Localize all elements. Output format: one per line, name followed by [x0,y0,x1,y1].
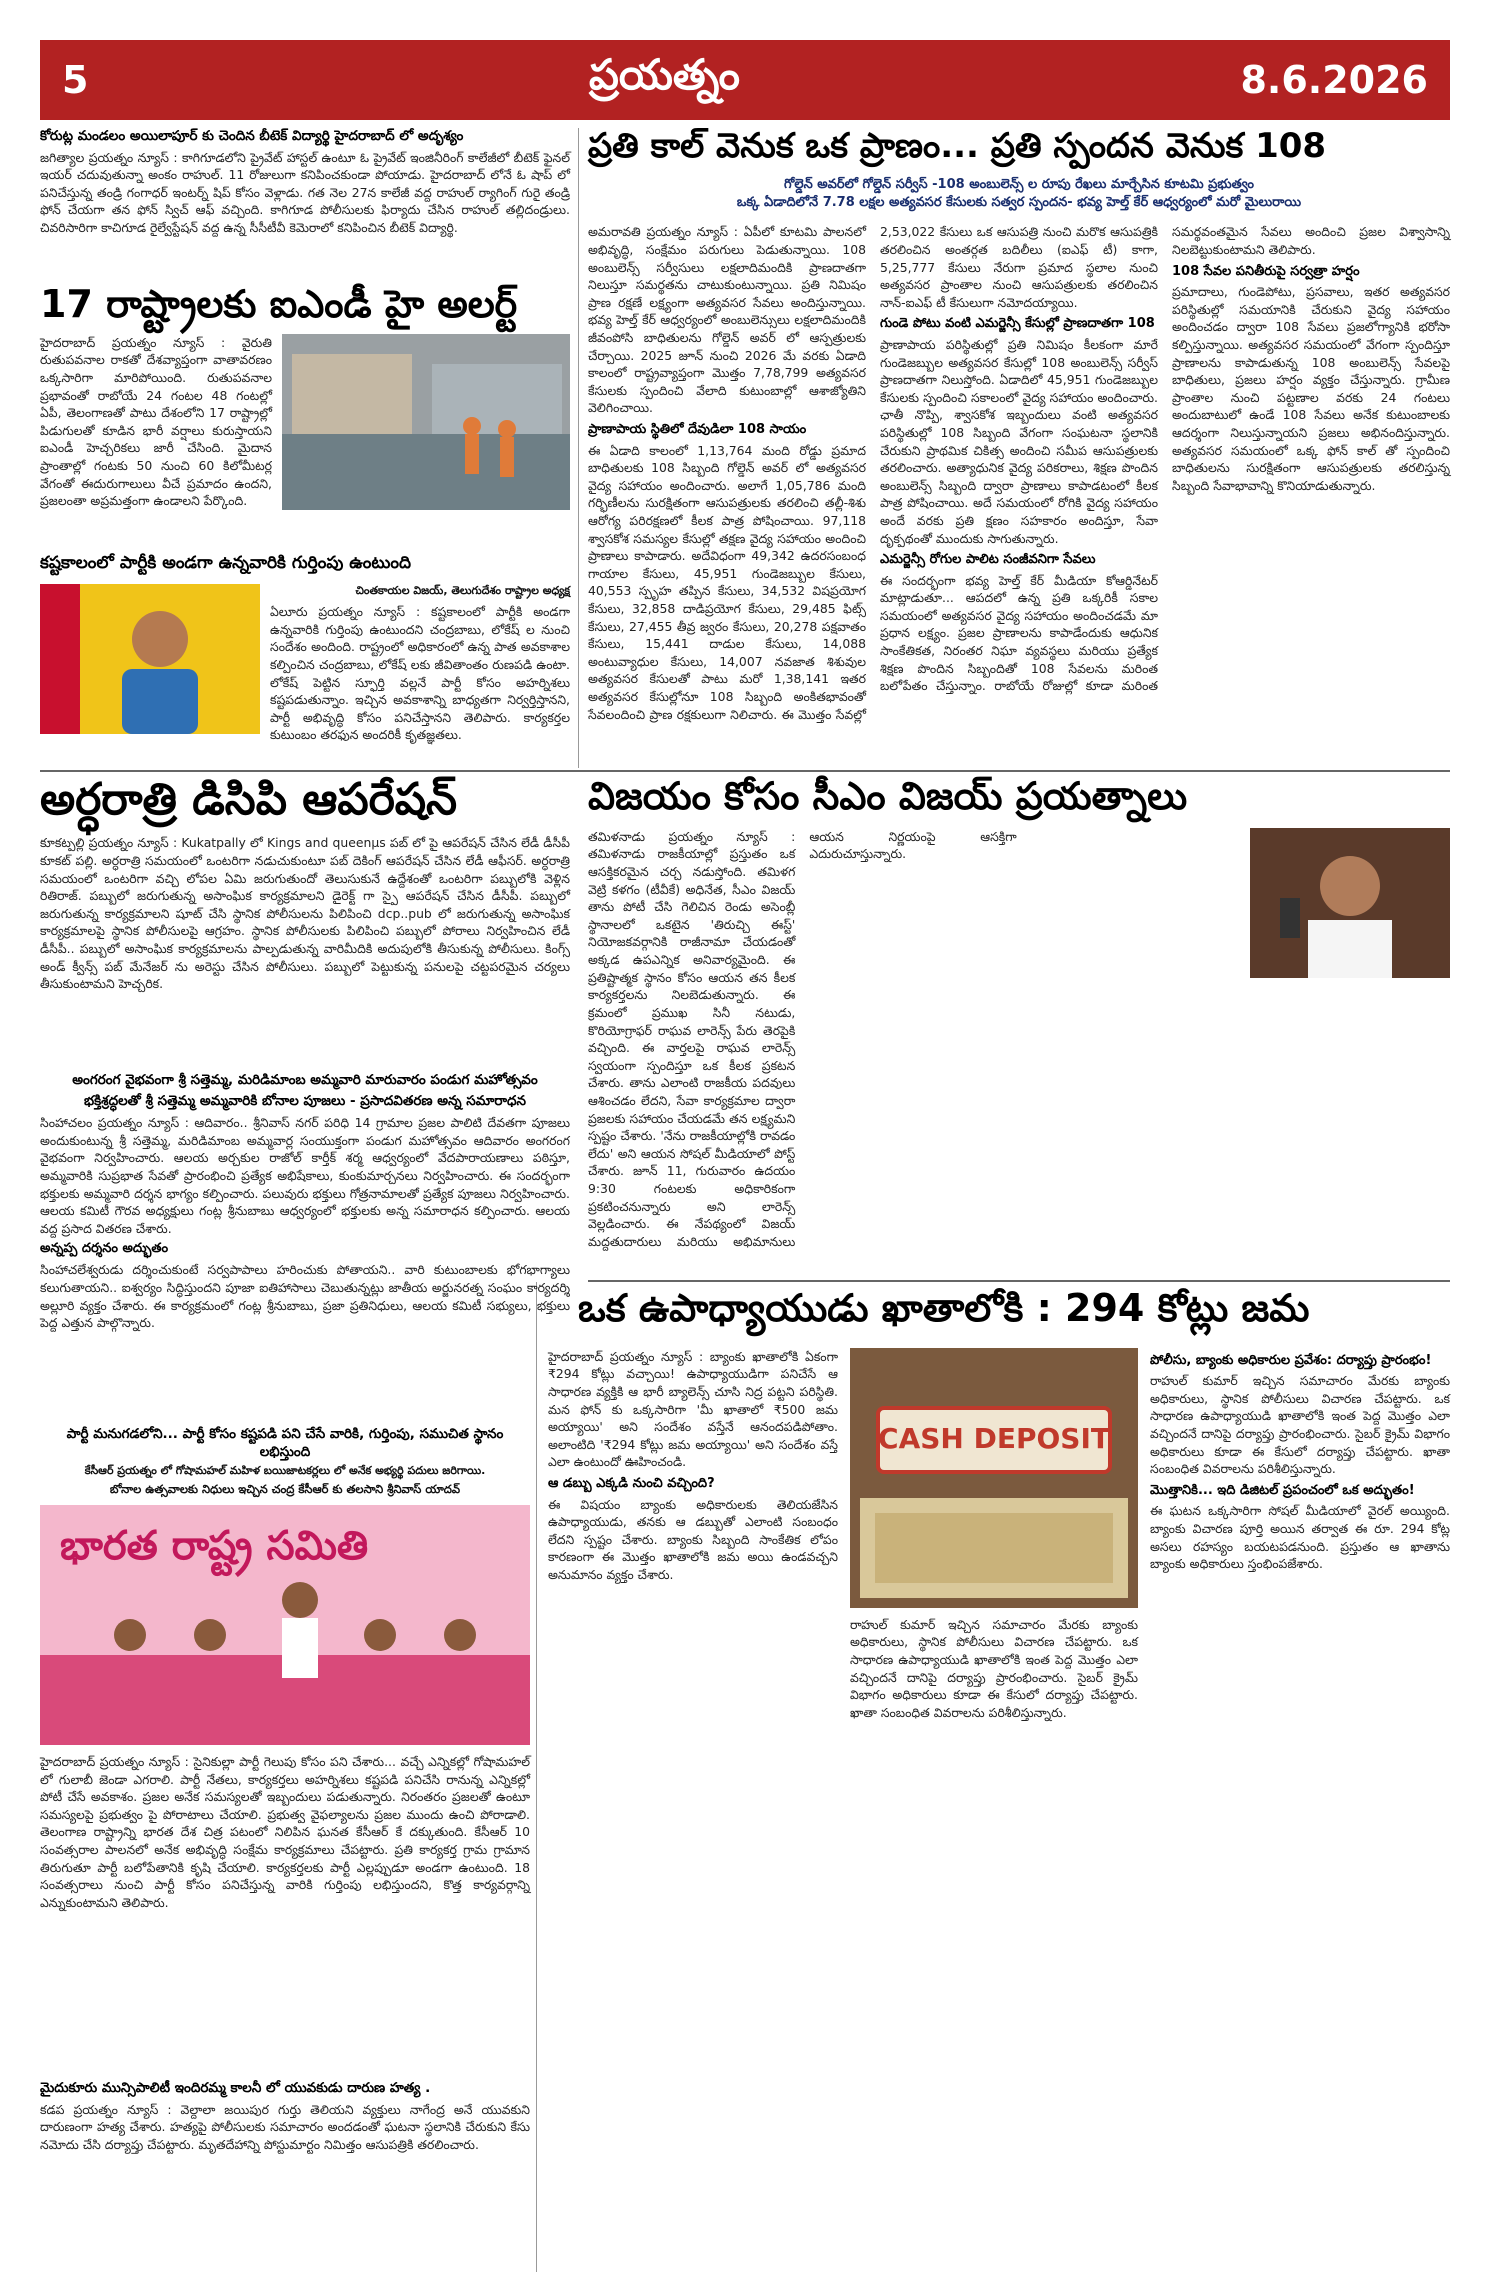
article-paragraph: అమరావతి ప్రయత్నం న్యూస్ : ఏపీలో కూటమి పాలనలో అభివృద్ధి, సంక్షేమం పరుగులు పెడుతున్నాయి. 108 అంబులెన్స్ సర్వీసులు లక్షలాదిమందికి ప్రాణదాతగా నిలుస్తూ సమర్థతను చాటుకుంటున్నాయి. ప్రతి నిమిషం ప్రాణ రక్షణే లక్ష్యంగా అత్యవసర సేవలు అందిస్తున్నాయి. భవ్య హెల్త్ కేర్ ఆధ్వర్యంలో అంబులెన్సులు లక్షలాదిమందికి జీవంపోసి బాధితులను గోల్డెన్ అవర్ లో ఆస్పత్రులకు చేర్చాయి. 2025 జూన్ నుంచి 2026 మే వరకు ఏడాది కాలంలో రాష్ట్రవ్యాప్తంగా మొత్తం 7,78,799 అత్యవసర కేసులకు స్పందించి వేలాది కుటుంబాల్లో ఆశాజ్యోతిని వెలిగించాయి. [588,224,866,416]
article-subheading: ఎమర్జెన్సీ రోగుల పాలిట సంజీవనిగా సేవలు [880,552,1096,568]
article-headline: అర్ధరాత్రి డిసిపి ఆపరేషన్ [40,774,458,825]
article-paragraph: ఈ ఏడాది కాలంలో 1,13,764 మంది రోడ్డు ప్రమాద బాధితులకు 108 సిబ్బంది గోల్డెన్ అవర్ లో అత్యవసర వైద్య సహాయం అందించారు. అలాగే 1,05,786 మంది గర్భిణీలను సురక్షితంగా ఆసుపత్రులకు తరలించి తల్లీ-శిశు ఆరోగ్య పరిరక్షణలో కీలక పాత్ర పోషించాయి. 97,118 శ్వాసకోశ సమస్యల కేసుల్లో తక్షణ వైద్య సహాయం అందించి ప్రాణాలు కాపాడారు. అదేవిధంగా 49,342 ఉదరసంబంధ గాయాల కేసులు, 45,951 గుండెజబ్బుల కేసులు, 40,553 స్పృహ తప్పిన కేసులు, 34,532 విషప్రయోగ కేసులు, 32,858 దాడిప్రయోగ కేసులు, 29,485 ఫిట్స్ కేసులు, 27,455 తీవ్ర జ్వరం కేసులు, 20,278 పక్షవాతం కేసులు, 15,441 దాడుల కేసులు, 14,088 అంటువ్యాధుల కేసులు, 14,007 నవజాత శిశువుల అత్యవసర కేసులతో పాటు మరో 1,38,141 ఇతర అత్యవసర కేసుల్లోనూ 108 సిబ్బంది అంకితభావంతో సేవలందించి ప్రాణ రక్షకులుగా నిలిచారు. ఈ మొత్తం సేవల్లో 2,53,022 కేసులు ఒక ఆసుపత్రి నుంచి మరొక ఆసుపత్రికి తరలించిన అంతర్గత బదిలీలు (ఐఎఫ్ టీ) కాగా, 5,25,777 కేసులు నేరుగా ప్రమాద స్థలాల నుంచి అత్యవసర ప్రాంతాల నుంచి ఆసుపత్రులకు తరలించిన నాన్-ఐఎఫ్ టీ కేసులుగా నమోదయ్యాయి. [588,224,1158,722]
article-paragraph: హైదరాబాద్ ప్రయత్నం న్యూస్ : బ్యాంకు ఖాతాలోకి ఏకంగా ₹294 కోట్లు వచ్చాయి! ఉపాధ్యాయుడిగా పనిచేసే ఆ సాధారణ వ్యక్తికి ఆ భారీ బ్యాలెన్స్ చూసి నిద్ర పట్టని పరిస్థితి. మన ఫోన్ కు ఒక్కసారిగా 'మీ ఖాతాలో ₹500 జమ అయ్యాయి' అని సందేశం వస్తేనే ఆనందపడిపోతాం. అలాంటిది '₹294 కోట్లు జమ అయ్యాయి' అని సందేశం వస్తే ఎలా ఉంటుందో ఊహించండి. [548,1348,838,1470]
article-cm-vijay [588,776,1450,1276]
section-rule [40,770,1450,772]
article-body: తమిళనాడు ప్రయత్నం న్యూస్ : తమిళనాడు రాజకీయాల్లో ప్రస్తుతం ఒక ఆసక్తికరమైన చర్చ నడుస్తోంది. తమిళగ వెట్రి కళగం (టీవీకే) అధినేత, సీఎం విజయ్ తాను పోటీ చేసి గెలిచిన రెండు అసెంబ్లీ స్థానాలలో ఒకటైన 'తిరుచ్చి ఈస్ట్' నియోజకవర్గానికి రాజీనామా చేయడంతో అక్కడ ఉపఎన్నిక అనివార్యమైంది. ఈ ప్రతిష్టాత్మక స్థానం కోసం ఆయన తన కీలక కార్యకర్తలను నిలబెడుతున్నారు. ఈ క్రమంలో ప్రముఖ సినీ నటుడు, కొరియోగ్రాఫర్ రాఘవ లారెన్స్ పేరు తెరపైకి వచ్చింది. ఈ వార్తలపై రాఘవ లారెన్స్ స్వయంగా స్పందిస్తూ ఒక కీలక ప్రకటన చేశారు. తాను ఎలాంటి రాజకీయ పదవులు ఆశించడం లేదని, సేవా కార్యక్రమాల ద్వారా ప్రజలకు సహాయం చేయడమే తన లక్ష్యమని స్పష్టం చేశారు. 'నేను రాజకీయాల్లోకి రావడం లేదు' అని ఆయన సోషల్ మీడియాలో పోస్ట్ చేశారు. జూన్ 11, గురువారం ఉదయం 9:30 గంటలకు అధికారికంగా ప్రకటించనున్నారు అని లారెన్స్ వెల్లడించారు. ఈ నేపథ్యంలో విజయ్ మద్దతుదారులు మరియు అభిమానులు ఆయన నిర్ణయంపై ఆసక్తిగా ఎదురుచూస్తున్నారు. [588,828,1017,1249]
article-headline: విజయం కోసం సీఎం విజయ్ ప్రయత్నాలు [588,774,1188,818]
article-headline: ఒక ఉపాధ్యాయుడు ఖాతాలోకి : 294 కోట్లు జమ [578,1286,1310,1330]
article-body: హైదరాబాద్ ప్రయత్నం న్యూస్ : వైరుతి రుతుపవనాల రాకతో దేశవ్యాప్తంగా వాతావరణం ఒక్కసారిగా మారిపోయింది. రుతుపవనాల ప్రభావంతో రాబోయే 24 గంటల 48 గంటల్లో ఏపీ, తెలంగాణతో పాటు దేశంలోని 17 రాష్ట్రాల్లో పిడుగులతో కూడిన భారీ వర్షాలు కురుస్తాయని ఐఎండీ హెచ్చరికలు జారీ చేసింది. మైదాన ప్రాంతాల్లో గంటకు 50 నుంచి 60 కిలోమీటర్ల వేగంతో ఈదురుగాలులు వీచే ప్రమాదం ఉందని, ప్రజలంతా అప్రమత్తంగా ఉండాలని పేర్కొంది. [40,334,272,509]
article-headline: పార్టీ మనుగడలోని... పార్టీ కోసం కష్టపడి పని చేసే వారికి, గుర్తింపు, సముచిత స్థానం లభిస్తుంది [66,1426,504,1460]
article-columns [588,223,1450,723]
article-dcp-operation [40,776,570,1066]
article-headline: 17 రాష్ట్రాలకు ఐఎండీ హై అలర్ట్ [40,282,518,326]
article-col-3 [1150,1348,1450,2248]
article-temple-festival [40,1072,570,1422]
article-subhead: గోల్డెన్ అవర్‌లో గోల్డెన్ సర్వీస్ -108 అంబులెన్స్ ల రూపు రేఖలు మార్చేసిన కూటమి ప్రభుత్వం [784,177,1254,193]
leader-photo [40,584,260,734]
article-headline: ప్రతి కాల్ వెనుక ఒక ప్రాణం... ప్రతి స్పందన వెనుక 108 [588,126,1327,166]
cm-photo [1250,828,1450,978]
article-subheading: గుండె పోటు వంటి ఎమర్జెన్సీ కేసుల్లో ప్రాణదాతగా 108 [880,316,1155,332]
column-divider [578,128,579,768]
article-subheading: ప్రాణాపాయ స్థితిలో దేవుడిలా 108 సాయం [588,422,807,438]
article-subheading: మొత్తానికి... ఇది డిజిటల్ ప్రపంచంలో ఒక అద్భుతం! [1150,1482,1415,1498]
article-byline: కేసీఆర్ ప్రయత్నం లో గోషామహల్ మహిళ బయిజాటకర్లలు లో అనేక అభ్యర్థి పదులు జరిగాయి. [84,1464,486,1478]
article-108-ambulance [588,128,1450,768]
article-headline: అంగరంగ వైభవంగా శ్రీ సత్తెమ్మ, మరిడిమాంబ అమ్మవారి మారువారం పండుగ మహోత్సవం [72,1072,538,1088]
article-body: హైదరాబాద్ ప్రయత్నం న్యూస్ : సైనికుల్లా పార్టీ గెలుపు కోసం పని చేశారు... వచ్చే ఎన్నికల్లో గోషామహల్ లో గులాబీ జెండా ఎగరాలి. పార్టీ నేతలు, కార్యకర్తలు అహర్నిశలు కష్టపడి పనిచేసి రానున్న ఎన్నికల్లో పోటీ చేసే అవకాశం. ప్రజల అనేక సమస్యలతో ఇబ్బందులు పడుతున్నారు. నిరంతరం ప్రజలతో ఉంటూ సమస్యలపై ప్రభుత్వం పై పోరాటాలు చేయాలి. ప్రభుత్వ వైఫల్యాలను ప్రజల ముందు ఉంచి పోరాడాలి. తెలంగాణ రాష్ట్రాన్ని భారత దేశ చిత్ర పటంలో నిలిపిన ఘనత కేసీఆర్ కే దక్కుతుంది. కేసీఆర్ 10 సంవత్సరాల పాలనలో అనేక అభివృద్ధి సంక్షేమ కార్యక్రమాలు చేపట్టారు. ప్రతి కార్యకర్త గ్రామ గ్రామాన తిరుగుతూ పార్టీ బలోపేతానికి కృషి చేయాలి. కార్యకర్తలకు పార్టీ ఎల్లప్పుడూ అండగా ఉంటుంది. 18 సంవత్సరాలు నుంచి పార్టీ కోసం పనిచేస్తున్న వారికి గుర్తింపు లభిస్తుందని, కొత్త కార్యవర్గాన్ని ఎన్నుకుంటామని తెలిపారు. [40,1754,530,1910]
article-imd-alert [40,284,570,584]
article-body: కూకట్పల్లి ప్రయత్నం న్యూస్ : Kukatpally లో Kings and queenµs పబ్ లో పై ఆపరేషన్ చేసిన లేడీ డీసీపీ కూకట్ పల్లి. అర్ధరాత్రి సమయంలో ఒంటరిగా నడుచుకుంటూ పబ్ దెకింగ్ ఆపరేషన్ చేసిన లేడీ ఆఫీసర్. అర్ధరాత్రి సమయంలో ఒంటరిగా వచ్చి లోపల ఏమి జరుగుతుందో తెలుసుకునే ఉద్దేశంతో ఒంటరిగా పబ్బులోకి వెళ్లిన రితిరాజ్. పబ్బులో జరుగుతున్న అసాంఘిక కార్యక్రమాలని డైరెక్ట్ గా స్పై ఆపరేషన్ చేసిన డీసీపీ. పబ్బులో జరుగుతున్న కార్యక్రమాలని షూట్ చేసి స్థానిక పోలీసులను పిలిపించి dcp..pub లో జరుగుతున్న అసాంఘిక కార్యక్రమాలపై స్థానిక పోలీసులపై ఆగ్రహం. స్థానిక పోలీసులకు పిలిపించి పబ్బులో పోరాలు నిర్వహించిన లేడీ డీసీపీ.. పబ్బులో అసాంఘిక కార్యక్రమాలను పాల్పడుతున్న వారిమీదికి అదుపులోకి తీసుకున్న పోలీసులు. కింగ్స్ అండ్ క్వీన్స్ పబ్ మేనేజర్ ను అరెస్టు చేసిన పోలీసులు. పబ్బులో పెట్టుకున్న పనులపై చట్టపరమైన చర్యలు తీసుకుంటామని హెచ్చరిక. [40,835,570,992]
article-subheading: 108 సేవల పనితీరుపై సర్వత్రా హర్షం [1172,263,1360,279]
article-headline: కోరుట్ల మండలం అయిలాపూర్ కు చెందిన బీటెక్ విద్యార్థి హైదరాబాద్ లో అదృశ్యం [40,128,464,144]
page-number: 5 [62,58,89,102]
paper-name: ప్రయత్నం [589,50,740,99]
flood-photo [282,334,570,510]
cash-deposit-photo [850,1348,1138,1608]
article-subheading: పోలీసు, బ్యాంకు అధికారుల ప్రవేశం: దర్యాప్తు ప్రారంభం! [1150,1352,1432,1368]
column-divider [536,1282,537,2272]
article-party-recognition [40,552,570,764]
article-paragraph: ఈ ఘటన ఒక్కసారిగా సోషల్ మీడియాలో వైరల్ అయ్యింది. బ్యాంకు విచారణ పూర్తి అయిన తర్వాత ఈ రూ. 294 కోట్ల అసలు రహస్యం బయటపడనుంది. ప్రస్తుతం ఆ ఖాతాను బ్యాంకు అధికారులు స్తంభింపజేశారు. [1150,1503,1450,1572]
article-brs-party [40,1426,530,2076]
article-paragraph: రాహుల్ కుమార్ ఇచ్చిన సమాచారం మేరకు బ్యాంకు అధికారులు, స్థానిక పోలీసులు విచారణ చేపట్టారు. ఒక సాధారణ ఉపాధ్యాయుడి ఖాతాలోకి ఇంత పెద్ద మొత్తం ఎలా వచ్చిందనే దానిపై దర్యాప్తు ప్రారంభించారు. సైబర్ క్రైమ్ విభాగం అధికారులు కూడా ఈ కేసులో దర్యాప్తు చేపట్టారు. ఖాతా సంబంధిత వివరాలను పరిశీలిస్తున్నారు. [1150,1373,1450,1477]
article-paragraph: ప్రాణాపాయ పరిస్థితుల్లో ప్రతి నిమిషం కీలకంగా మారే గుండెజబ్బుల అత్యవసర కేసుల్లో 108 అంబులెన్స్ సర్వీస్ ప్రాణదాతగా నిలుస్తోంది. ఏడాదిలో 45,951 గుండెజబ్బుల కేసులకు స్పందించి సకాలంలో వైద్య సహాయం అందించారు. ఛాతీ నొప్పి, శ్వాసకోశ ఇబ్బందులు వంటి అత్యవసర పరిస్థితుల్లో 108 సిబ్బంది వేగంగా సంఘటనా స్థలానికి చేరుకుని ప్రాథమిక చికిత్స అందించి సమీప ఆసుపత్రులకు తరలించారు. అత్యాధునిక వైద్య పరికరాలు, శిక్షణ పొందిన అంబులెన్స్ సిబ్బంది ద్వారా ప్రాణాలు కాపాడటంలో కీలక పాత్ర పోషించాయి. అదే సమయంలో రోగికి వైద్య సహాయం అందే వరకు ప్రతి క్షణం సహకారం అందిస్తూ, సేవా దృక్పథంతో ముందుకు సాగుతున్నారు. [880,336,1158,546]
banner-text: భారత రాష్ట్ర సమితి [60,1523,369,1570]
article-body: సింహాచలం ప్రయత్నం న్యూస్ : ఆదివారం.. శ్రీనివాస్ నగర్ పరిధి 14 గ్రామాల ప్రజల పాలిటి దేవతగా పూజలు అందుకుంటున్న శ్రీ సత్తెమ్మ, మరిడిమాంబ అమ్మవార్ల సంయుక్తంగా పండుగ మహోత్సవం ఆదివారం అంగరంగ వైభవంగా నిర్వహించారు. ఆలయ అర్చకుల రాజోల్ కార్తీక్ శర్మ ఆధ్వర్యంలో వేదపారాయణాలు పఠిస్తూ, అమ్మవారికి సుప్రభాత సేవతో ప్రారంభించి ప్రత్యేక అభిషేకాలు, కుంకుమార్చనలు నిర్వహించారు. ఈ సందర్భంగా భక్తులకు అమ్మవారి దర్శన భాగ్యం కల్పించారు. పలువురు భక్తులు గోత్రనామాలతో ప్రత్యేక పూజలు నిర్వహించారు. ఆలయ కమిటీ గౌరవ అధ్యక్షులు గంట్ల శ్రీనుబాబు ఆధ్వర్యంలో భక్తులకు అన్న సమారాధన కల్పించారు. ఆలయ వద్ద ప్రసాద వితరణ చేశారు. [40,1115,570,1236]
article-murder [40,2080,530,2270]
masthead [40,40,1450,120]
section-rule [588,1280,1450,1282]
article-byline: చింతకాయల విజయ్, తెలుగుదేశం రాష్ట్రాల అధ్యక్ష [355,584,570,598]
article-subhead: ఒక్క ఏడాదిలోనే 7.78 లక్షల అత్యవసర కేసులకు సత్వర స్పందన- భవ్య హెల్త్ కేర్ ఆధ్వర్యంలో మరో మైలురాయి [736,195,1302,211]
article-paragraph: ప్రమాదాలు, గుండెపోటు, ప్రసవాలు, ఇతర అత్యవసర పరిస్థితుల్లో సమయానికి చేరుకుని వైద్య సహాయం అందించడం ద్వారా 108 సేవలు ప్రజలోగ్యానికి భరోసా కల్పిస్తున్నాయి. అత్యవసర సమయంలో వేగంగా స్పందిస్తూ ప్రాణాలను కాపాడుతున్న 108 అంబులెన్స్ సేవలపై బాధితులు, ప్రజలు హర్షం వ్యక్తం చేస్తున్నారు. గ్రామీణ ప్రాంతాల నుంచి పట్టణాల వరకు 24 గంటలు అందుబాటులో ఉండే 108 సేవలు అనేక కుటుంబాలకు ఆదర్శంగా నిలుస్తున్నాయని ప్రజలు అభినందిస్తున్నారు. అత్యవసర సమయంలో ఒక్క ఫోన్ కాల్ తో స్పందించి బాధితులను సురక్షితంగా ఆసుపత్రులకు తరలిస్తున్న సిబ్బంది సేవాభావాన్ని కొనియాడుతున్నారు. [1172,284,1450,493]
article-headline: భక్తిశ్రద్ధలతో శ్రీ సత్తెమ్మ అమ్మవారికి బోనాల పూజలు - ప్రసాదవితరణ అన్న సమారాధన [83,1092,526,1109]
issue-date: 8.6.2026 [1240,58,1428,102]
article-subheading: ఆ డబ్బు ఎక్కడి నుంచి వచ్చింది? [548,1476,715,1492]
cash-deposit-label: CASH DEPOSIT [878,1421,1110,1455]
article-294-crore [548,1288,1450,2272]
article-subheading: అన్నప్ప దర్శనం అద్భుతం [40,1241,169,1257]
article-paragraph: రాహుల్ కుమార్ ఇచ్చిన సమాచారం మేరకు బ్యాంకు అధికారులు, స్థానిక పోలీసులు విచారణ చేపట్టారు. ఒక సాధారణ ఉపాధ్యాయుడి ఖాతాలోకి ఇంత పెద్ద మొత్తం ఎలా వచ్చిందనే దానిపై దర్యాప్తు ప్రారంభించారు. సైబర్ క్రైమ్ విభాగం అధికారులు కూడా ఈ కేసులో దర్యాప్తు చేపట్టారు. ఖాతా సంబంధిత వివరాలను పరిశీలిస్తున్నారు. [850,1616,1138,1720]
article-headline: మైదుకూరు మున్సిపాలిటీ ఇందిరమ్మ కాలనీ లో యువకుడు దారుణ హత్య . [40,2080,431,2096]
photo-caption: బోనాల ఉత్సవాలకు నిధులు ఇచ్చిన చంద్ర కేసీఆర్ కు తలసాని శ్రీనివాస్ యాదవ్ [109,1482,461,1497]
article-col-1 [548,1348,838,2248]
article-paragraph: ఈ సందర్భంగా భవ్య హెల్త్ కేర్ మీడియా కోఆర్డినేటర్ మాట్లాడుతూ... ఆపదలో ఉన్న ప్రతి ఒక్కరికీ సకాల సమయంలో అత్యవసర వైద్య సహాయం అందించడమే మా ప్రధాన లక్ష్యం. ప్రజల ప్రాణాలను కాపాడేందుకు ఆధునిక సాంకేతికత, నిరంతర నిఘా వ్యవస్థలు మరియు ప్రత్యేక శిక్షణ పొందిన సిబ్బందితో 108 సేవలను మరింత బలోపేతం చేస్తున్నాం. రాబోయే రోజుల్లో కూడా మరింత సమర్థవంతమైన సేవలు అందించి ప్రజల విశ్వాసాన్ని నిలబెట్టుకుంటామని తెలిపారు. [880,224,1450,694]
article-body: ఏలూరు ప్రయత్నం న్యూస్ : కష్టకాలంలో పార్టీకి అండగా ఉన్నవారికి గుర్తింపు ఉంటుందని చంద్రబాబు, లోకేష్ ల నుంచి సందేశం అందింది. రాష్ట్రంలో అధికారంలో ఉన్న పాత అవకాశాల కల్పించిన చంద్రబాబు, లోకేష్ లకు జీవితాంతం రుణపడి ఉంటా. లోకేష్ పెట్టిన స్ఫూర్తి వల్లనే పార్టీ కోసం అహర్నిశలు కష్టపడుతున్నాం. ఇచ్చిన అవకాశాన్ని బాధ్యతగా నిర్వర్తిస్తానని, పార్టీ అభివృద్ధి కోసం పనిచేస్తానని తెలిపారు. కార్యకర్తల కుటుంబం తరఫున అందరికీ కృతజ్ఞతలు. [270,604,570,743]
article-paragraph: ఈ విషయం బ్యాంకు అధికారులకు తెలియజేసిన ఉపాధ్యాయుడు, తనకు ఆ డబ్బుతో ఎలాంటి సంబంధం లేదని స్పష్టం చేశారు. బ్యాంకు సిబ్బంది సాంకేతిక లోపం కారణంగా ఈ మొత్తం ఖాతాలోకి జమ అయి ఉండవచ్చని అనుమానం వ్యక్తం చేశారు. [548,1496,838,1582]
article-body: జగిత్యాల ప్రయత్నం న్యూస్ : కాగిగూడలోని ప్రైవేట్ హాస్టల్ ఉంటూ ఓ ప్రైవేట్ ఇంజినీరింగ్ కాలేజీలో బీటెక్ ఫైనల్ ఇయర్ చదువుతున్నా అంకం రాహుల్. 11 రోజులుగా కనిపించకుండా పోయాడు. హైదరాబాద్ లోనే ఓ షాప్ లో పనిచేస్తున్న తండ్రి గంగాధర్ ఇంటర్న్ షిప్ కోసం వెళ్లాడు. గత నెల 27న కాలేజీ వద్ద రాహుల్ ర్యాగింగ్ గురై తండ్రి ఫోన్ చేయగా తన ఫోన్ స్విచ్ ఆఫ్ వచ్చింది. కాగిగూడ పోలీసులకు ఫిర్యాదు చేసిన రాహుల్ తల్లిదండ్రులు. చివరిసారిగా కాచిగూడ రైల్వేస్టేషన్ వద్ద ఉన్న సీసీటీవీ కెమెరాలో కనిపించిన బీటెక్ విద్యార్థి. [40,149,570,235]
article-body: సింహాచలేశ్వరుడు దర్శించుకుంటే సర్వపాపాలు హరించుకు పోతాయని.. వారి కుటుంబాలకు భోగభాగ్యాలు కలుగుతాయని.. ఐశ్వర్యం సిద్ధిస్తుందని పూజా ఐతిహాసాలు చెబుతున్నట్లు జాతీయ అర్జునరత్న సంఘం కార్యదర్శి అల్లూరి వ్యక్తం చేశారు. ఈ కార్యక్రమంలో గంట్ల శ్రీనుబాబు, ప్రజా ప్రతినిధులు, ఆలయ కమిటీ సభ్యులు, భక్తులు పెద్ద ఎత్తున పాల్గొన్నారు. [40,1262,570,1331]
article-col-2 [850,1348,1138,2248]
article-body: కడప ప్రయత్నం న్యూస్ : వెల్దాలా జయిపుర గుర్తు తెలియని వ్యక్తులు నాగేంద్ర అనే యువకుని దారుణంగా హత్య చేశారు. హత్యపై పోలీసులకు సమాచారం అందడంతో ఘటనా స్థలానికి చేరుకుని కేసు నమోదు చేసి దర్యాప్తు చేపట్టారు. మృతదేహాన్ని పోస్టుమార్టం నిమిత్తం ఆసుపత్రికి తరలించారు. [40,2101,530,2152]
article-headline: కష్టకాలంలో పార్టీకి అండగా ఉన్నవారికి గుర్తింపు ఉంటుంది [40,553,412,573]
party-meeting-photo [40,1505,530,1745]
article-missing-student [40,128,570,278]
